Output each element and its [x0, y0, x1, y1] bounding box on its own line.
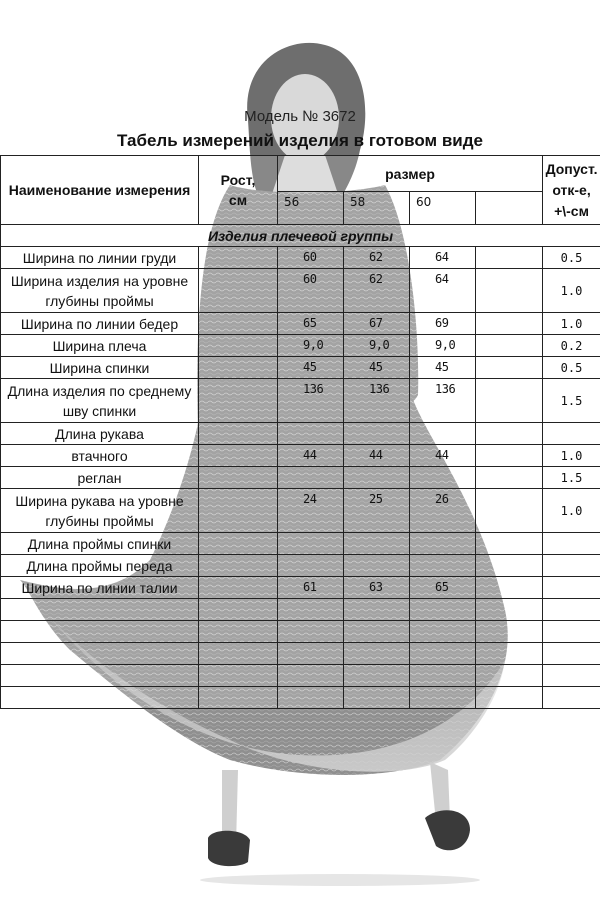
height-cell — [199, 687, 278, 709]
measurement-name: реглан — [1, 467, 199, 489]
size-value — [344, 599, 410, 621]
size-value: 136 — [410, 379, 476, 423]
table-row — [1, 379, 600, 423]
size-value: 60 — [278, 269, 344, 313]
group-row — [1, 225, 600, 247]
size-value: 9,0 — [278, 335, 344, 357]
size-value — [344, 643, 410, 665]
table-title: Табель измерений изделия в готовом виде — [117, 131, 483, 150]
size-value — [476, 423, 543, 445]
size-value — [344, 533, 410, 555]
size-value — [278, 665, 344, 687]
size-value: 65 — [410, 577, 476, 599]
table-row — [1, 599, 600, 621]
tolerance-value — [543, 423, 600, 445]
measurement-name — [1, 687, 199, 709]
measurement-name: Ширина плеча — [1, 335, 199, 357]
tolerance-value — [543, 577, 600, 599]
measurement-name: втачного — [1, 445, 199, 467]
measurement-name: Ширина по линии груди — [1, 247, 199, 269]
size-value: 44 — [278, 445, 344, 467]
table-row — [1, 423, 600, 445]
size-value — [344, 687, 410, 709]
tolerance-value: 1.0 — [543, 445, 600, 467]
measurement-name: Ширина по линии бедер — [1, 313, 199, 335]
size-value — [476, 533, 543, 555]
height-cell — [199, 335, 278, 357]
size-value: 26 — [410, 489, 476, 533]
size-value — [476, 687, 543, 709]
size-value — [278, 555, 344, 577]
tolerance-value: 1.5 — [543, 379, 600, 423]
tolerance-value: 1.0 — [543, 269, 600, 313]
height-cell — [199, 665, 278, 687]
table-row — [1, 687, 600, 709]
size-value: 136 — [278, 379, 344, 423]
size-value — [278, 621, 344, 643]
size-value: 9,0 — [344, 335, 410, 357]
size-column-header: размер — [278, 156, 543, 192]
size-value — [476, 379, 543, 423]
height-cell — [199, 467, 278, 489]
measurement-name — [1, 621, 199, 643]
table-row — [1, 621, 600, 643]
height-cell — [199, 313, 278, 335]
measurement-name — [1, 643, 199, 665]
size-value — [278, 533, 344, 555]
size-value — [410, 643, 476, 665]
table-row — [1, 555, 600, 577]
table-row — [1, 577, 600, 599]
tolerance-value: 0.5 — [543, 357, 600, 379]
height-cell — [199, 379, 278, 423]
size-value — [278, 599, 344, 621]
size-value: 62 — [344, 269, 410, 313]
model-number: Модель № 3672 — [244, 108, 356, 125]
header-row — [1, 156, 600, 192]
tolerance-value — [543, 599, 600, 621]
size-60: 60 — [410, 192, 476, 225]
size-value: 24 — [278, 489, 344, 533]
measurement-name: Ширина изделия на уровне глубины проймы — [1, 269, 199, 313]
size-value — [476, 643, 543, 665]
size-value — [344, 621, 410, 643]
size-value — [476, 335, 543, 357]
size-value — [410, 423, 476, 445]
size-value — [410, 621, 476, 643]
size-value: 63 — [344, 577, 410, 599]
size-value — [410, 533, 476, 555]
measurement-table — [0, 155, 600, 709]
height-cell — [199, 577, 278, 599]
size-value — [278, 643, 344, 665]
height-header-line2: см — [228, 192, 248, 208]
height-column-header — [199, 156, 278, 225]
height-header-line1: Рост, — [220, 172, 256, 188]
size-value — [344, 555, 410, 577]
size-value — [476, 489, 543, 533]
size-value — [410, 555, 476, 577]
tolerance-value — [543, 621, 600, 643]
size-value: 44 — [344, 445, 410, 467]
table-row — [1, 533, 600, 555]
tolerance-value — [543, 643, 600, 665]
height-cell — [199, 489, 278, 533]
size-value: 45 — [344, 357, 410, 379]
tolerance-value: 0.5 — [543, 247, 600, 269]
table-row — [1, 467, 600, 489]
measurement-name — [1, 599, 199, 621]
size-value: 45 — [278, 357, 344, 379]
table-row — [1, 643, 600, 665]
size-value: 45 — [410, 357, 476, 379]
size-56: 56 — [278, 192, 344, 225]
size-value — [344, 467, 410, 489]
table-row — [1, 313, 600, 335]
tolerance-value — [543, 687, 600, 709]
size-value — [410, 599, 476, 621]
table-row — [1, 445, 600, 467]
size-value: 62 — [344, 247, 410, 269]
size-value — [278, 687, 344, 709]
measurement-name — [1, 665, 199, 687]
size-value: 25 — [344, 489, 410, 533]
size-value — [476, 313, 543, 335]
table-row — [1, 357, 600, 379]
size-value — [476, 445, 543, 467]
size-empty — [476, 192, 543, 225]
tolerance-value: 1.5 — [543, 467, 600, 489]
tolerance-value — [543, 555, 600, 577]
measurement-name: Длина изделия по среднему шву спинки — [1, 379, 199, 423]
size-value — [476, 621, 543, 643]
size-value: 67 — [344, 313, 410, 335]
measurement-name: Длина рукава — [1, 423, 199, 445]
tolerance-value — [543, 533, 600, 555]
height-cell — [199, 643, 278, 665]
size-value — [476, 555, 543, 577]
size-value: 64 — [410, 247, 476, 269]
size-value: 64 — [410, 269, 476, 313]
size-value: 60 — [278, 247, 344, 269]
measurement-name: Длина проймы переда — [1, 555, 199, 577]
height-cell — [199, 423, 278, 445]
tolerance-value: 1.0 — [543, 489, 600, 533]
height-cell — [199, 445, 278, 467]
height-cell — [199, 533, 278, 555]
tolerance-value: 0.2 — [543, 335, 600, 357]
size-value — [278, 423, 344, 445]
size-value — [344, 423, 410, 445]
height-cell — [199, 621, 278, 643]
size-value — [476, 269, 543, 313]
size-value: 65 — [278, 313, 344, 335]
table-row — [1, 489, 600, 533]
size-value — [410, 665, 476, 687]
size-value: 9,0 — [410, 335, 476, 357]
size-value — [410, 467, 476, 489]
table-row — [1, 335, 600, 357]
table-row — [1, 269, 600, 313]
tolerance-value — [543, 665, 600, 687]
size-value: 136 — [344, 379, 410, 423]
table-row — [1, 247, 600, 269]
size-value — [476, 665, 543, 687]
tolerance-value: 1.0 — [543, 313, 600, 335]
height-cell — [199, 269, 278, 313]
tolerance-header-line1: Допуст. — [545, 160, 598, 177]
height-cell — [199, 599, 278, 621]
name-column-header: Наименование измерения — [1, 156, 199, 225]
height-cell — [199, 357, 278, 379]
measurement-name: Ширина по линии талии — [1, 577, 199, 599]
size-value: 69 — [410, 313, 476, 335]
size-value — [476, 247, 543, 269]
table-row — [1, 665, 600, 687]
size-value — [344, 665, 410, 687]
tolerance-header-line3: +\-см — [554, 202, 589, 219]
measurement-name: Ширина рукава на уровне глубины проймы — [1, 489, 199, 533]
size-value — [278, 467, 344, 489]
size-value — [476, 357, 543, 379]
size-value: 44 — [410, 445, 476, 467]
measurement-name: Ширина спинки — [1, 357, 199, 379]
size-value — [476, 577, 543, 599]
size-58: 58 — [344, 192, 410, 225]
tolerance-header-line2: отк-е, — [552, 181, 591, 198]
group-label: Изделия плечевой группы — [1, 225, 600, 247]
height-cell — [199, 555, 278, 577]
height-cell — [199, 247, 278, 269]
tolerance-column-header — [543, 156, 600, 225]
size-value — [476, 599, 543, 621]
measurement-name: Длина проймы спинки — [1, 533, 199, 555]
size-value — [410, 687, 476, 709]
size-value — [476, 467, 543, 489]
size-value: 61 — [278, 577, 344, 599]
